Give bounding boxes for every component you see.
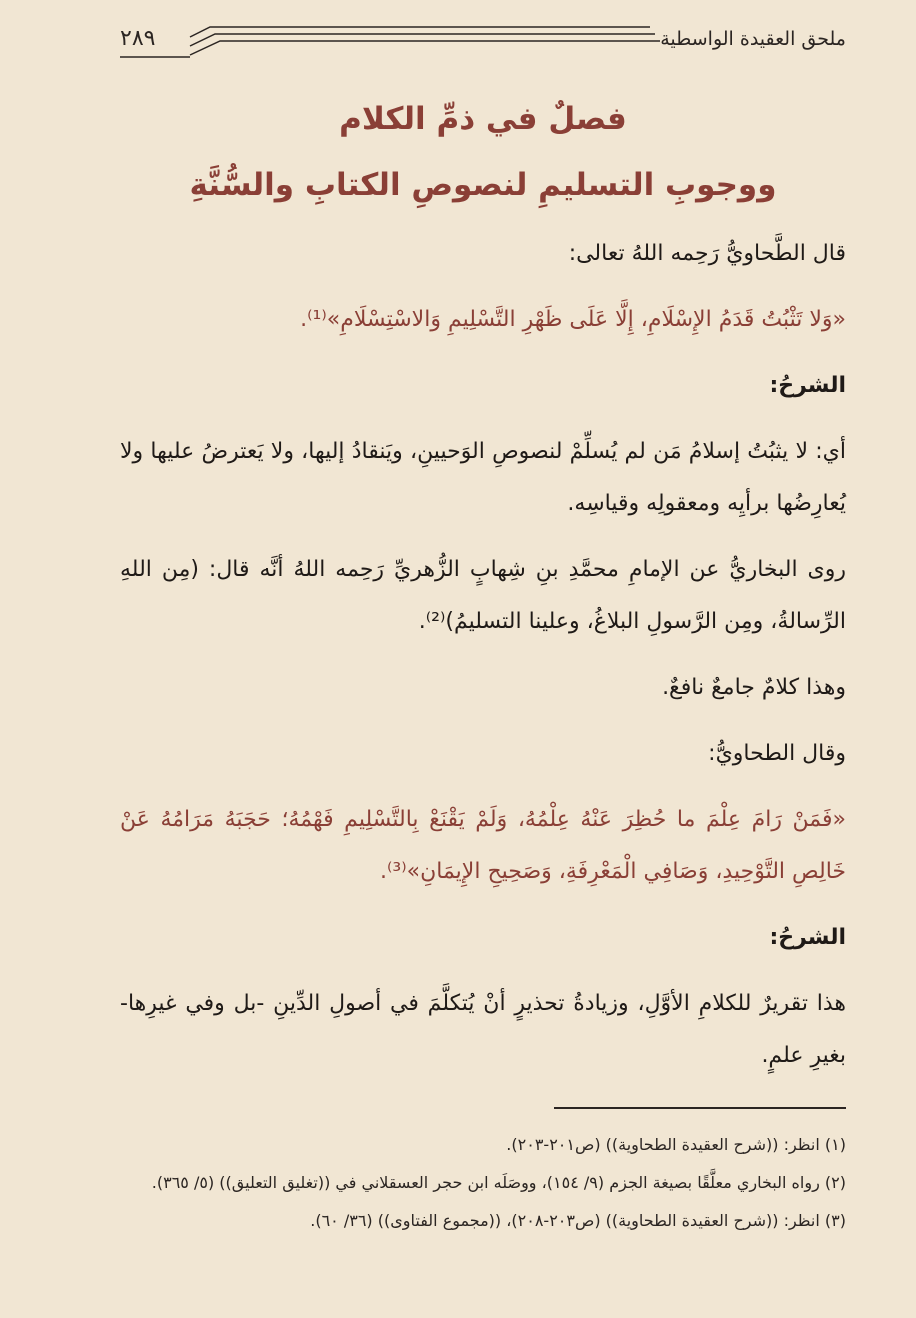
- commentary-label-1: الشرحُ:: [769, 373, 846, 398]
- chapter-title-line-2: ووجوبِ التسليمِ لنصوصِ الكتابِ والسُّنَّةِ: [189, 167, 777, 203]
- intro-paragraph-2: وقال الطحاويُّ:: [708, 741, 846, 766]
- page-header: [120, 24, 846, 60]
- commentary-paragraph-2: روى البخاريُّ عن الإمامِ محمَّدِ بنِ شِهابٍ الزُّهريِّ رَحِمه اللهُ أنَّه قال: (مِن اللهِ الرِّسالةُ، ومِن الرَّسولِ البلاغُ، وعلينا التسليمُ)⁽²⁾.: [120, 557, 846, 634]
- footnote-3: (٣) انظر: ((شرح العقيدة الطحاوية)) (ص٢٠٣-٢٠٨)، ((مجموع الفتاوى)) (٣٦/ ٦٠).: [310, 1211, 846, 1230]
- footnote-1: (١) انظر: ((شرح العقيدة الطحاوية)) (ص٢٠١-٢٠٣).: [506, 1135, 846, 1154]
- footnote-separator: [554, 1107, 846, 1109]
- page-number: ٢٨٩: [120, 26, 156, 51]
- commentary-paragraph-3: وهذا كلامٌ جامعٌ نافعٌ.: [662, 675, 846, 700]
- footnote-2: (٢) رواه البخاري معلَّقًا بصيغة الجزم (٩/ ١٥٤)، ووصَلَه ابن حجر العسقلاني في ((تغليق التعليق)) (٥/ ٣٦٥).: [151, 1173, 846, 1192]
- quoted-text-1: «وَلا تَثْبُتُ قَدَمُ الإِسْلَامِ، إِلَّا عَلَى ظَهْرِ التَّسْلِيمِ وَالاسْتِسْلَامِ»⁽¹⁾.: [300, 307, 846, 332]
- chapter-title: [120, 86, 846, 218]
- running-title: ملحق العقيدة الواسطية: [660, 28, 846, 50]
- footnotes: [118, 1126, 846, 1240]
- chapter-title-line-1: فصلٌ في ذمِّ الكلام: [339, 101, 627, 137]
- commentary-label-2: الشرحُ:: [769, 925, 846, 950]
- intro-paragraph: قال الطَّحاويُّ رَحِمه اللهُ تعالى:: [568, 241, 846, 266]
- main-text: [120, 228, 846, 1096]
- commentary-paragraph-4: هذا تقريرٌ للكلامِ الأوَّلِ، وزيادةُ تحذيرٍ أنْ يُتكلَّمَ في أصولِ الدِّينِ -بل وفي غيرِها- بغيرِ علمٍ.: [120, 991, 846, 1068]
- commentary-paragraph-1: أي: لا يثبُتُ إسلامُ مَن لم يُسلِّمْ لنصوصِ الوَحيينِ، ويَنقادُ إليها، ولا يَعترضُ عليها ولا يُعارِضُها برأيِه ومعقولِه وقياسِه.: [120, 439, 846, 516]
- quoted-text-2: «فَمَنْ رَامَ عِلْمَ ما حُظِرَ عَنْهُ عِلْمُهُ، وَلَمْ يَقْنَعْ بِالتَّسْلِيمِ فَهْمُهُ؛ حَجَبَهُ مَرَامُهُ عَنْ خَالِصِ التَّوْحِيدِ، وَصَافِي الْمَعْرِفَةِ، وَصَحِيحِ الإِيمَانِ»⁽³⁾.: [120, 807, 846, 884]
